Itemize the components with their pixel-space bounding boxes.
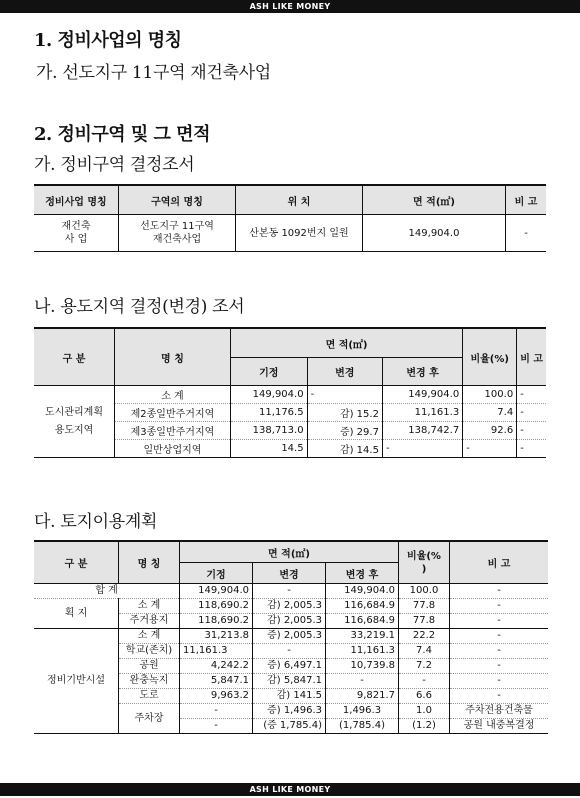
row-existing: - (180, 719, 253, 734)
section-1-title: 1. 정비사업의 명칭 (34, 30, 182, 51)
row-ratio: - (399, 674, 450, 689)
zone-name-line2: 재건축사업 (152, 234, 202, 245)
row-existing: 11,176.5 (230, 404, 307, 422)
row-name: 완충녹지 (119, 674, 180, 689)
row-after: 149,904.0 (382, 386, 462, 404)
row-note: - (450, 644, 549, 659)
project-type-cell (34, 215, 119, 252)
row-change: 감) 2,005.3 (253, 599, 326, 614)
row-existing: 31,213.8 (180, 629, 253, 644)
section-2-subtitle: 가. 정비구역 결정조서 (34, 155, 195, 175)
infra-label: 정비기반시설 (34, 629, 119, 734)
row-name: 제2종일반주거지역 (115, 404, 231, 422)
top-banner: ASH LIKE MONEY (0, 0, 580, 13)
project-type-line1: 재건축 (61, 221, 91, 232)
area-cell: 149,904.0 (363, 215, 506, 252)
row-ratio: 77.8 (399, 599, 450, 614)
col-note: 비 고 (517, 328, 546, 386)
row-existing: 9,963.2 (180, 689, 253, 704)
table-row (34, 629, 548, 644)
row-note: - (450, 659, 549, 674)
parking-name: 주차장 (119, 704, 180, 734)
row-ratio: (1.2) (399, 719, 450, 734)
table-row (34, 599, 548, 614)
col-note: 비 고 (450, 541, 549, 584)
row-change: - (253, 644, 326, 659)
row-note: - (450, 614, 549, 629)
row-ratio: 100.0 (463, 386, 517, 404)
row-change: - (307, 386, 382, 404)
row-note: 공원 내중복결정 (450, 719, 549, 734)
col-existing: 기정 (180, 563, 253, 584)
row-note: - (450, 629, 549, 644)
col-gubun: 구 분 (34, 328, 115, 386)
row-change: 증) 6,497.1 (253, 659, 326, 674)
col-area: 면 적(㎡) (363, 185, 506, 215)
total-row (34, 584, 548, 599)
group-label-cell (34, 386, 115, 458)
row-ratio: 7.4 (399, 644, 450, 659)
row-change: 감) 5,847.1 (253, 674, 326, 689)
row-note: - (517, 404, 546, 422)
note-cell: - (506, 215, 547, 252)
row-name: 공원 (119, 659, 180, 674)
row-name: 도로 (119, 689, 180, 704)
row-name: 소 계 (115, 386, 231, 404)
section-na-title: 나. 용도지역 결정(변경) 조서 (34, 297, 245, 317)
row-after: 116,684.9 (326, 599, 399, 614)
col-ratio-line2: ) (421, 563, 427, 575)
row-ratio: - (463, 440, 517, 458)
section-1-item: 가. 선도지구 11구역 재건축사업 (36, 63, 271, 83)
row-note: - (450, 599, 549, 614)
col-location: 위 치 (236, 185, 363, 215)
table-header-row (34, 328, 546, 358)
row-change: 감) 2,005.3 (253, 614, 326, 629)
row-after: 33,219.1 (326, 629, 399, 644)
row-note: - (450, 584, 549, 599)
row-note: - (517, 386, 546, 404)
row-existing: 14.5 (230, 440, 307, 458)
row-ratio: 6.6 (399, 689, 450, 704)
row-note: - (517, 422, 546, 440)
table-header-row (34, 185, 546, 215)
table-row (34, 386, 546, 404)
row-after: 11,161.3 (382, 404, 462, 422)
row-change: 감) 141.5 (253, 689, 326, 704)
row-existing: 5,847.1 (180, 674, 253, 689)
row-existing: 4,242.2 (180, 659, 253, 674)
row-ratio: 1.0 (399, 704, 450, 719)
row-after: - (382, 440, 462, 458)
section-2-title: 2. 정비구역 및 그 면적 (34, 124, 210, 145)
col-name: 명 칭 (115, 328, 231, 386)
row-name: 제3종일반주거지역 (115, 422, 231, 440)
col-existing: 기정 (230, 358, 307, 386)
col-change: 변경 (253, 563, 326, 584)
col-zone-name: 구역의 명칭 (119, 185, 236, 215)
zone-name-cell (119, 215, 236, 252)
col-change: 변경 (307, 358, 382, 386)
land-use-plan-table (34, 540, 548, 734)
row-after: 1,496.3 (326, 704, 399, 719)
row-change: 증) 1,496.3 (253, 704, 326, 719)
row-after: 11,161.3 (326, 644, 399, 659)
row-change: - (253, 584, 326, 599)
col-note: 비 고 (506, 185, 547, 215)
row-name: 소 계 (119, 599, 180, 614)
row-existing: 149,904.0 (230, 386, 307, 404)
row-name: 학교(존치) (119, 644, 180, 659)
row-after: (1,785.4) (326, 719, 399, 734)
zone-decision-table (34, 184, 546, 252)
row-ratio: 100.0 (399, 584, 450, 599)
row-change: 감) 15.2 (307, 404, 382, 422)
row-name: 일반상업지역 (115, 440, 231, 458)
row-change: (증 1,785.4) (253, 719, 326, 734)
col-ratio-line1: 비율(% (407, 550, 441, 562)
row-note: - (450, 689, 549, 704)
row-ratio: 22.2 (399, 629, 450, 644)
col-area-group: 면 적(㎡) (230, 328, 462, 358)
project-type-line2: 사 업 (64, 234, 88, 245)
section-da-title: 다. 토지이용계획 (34, 512, 158, 532)
group-label-line1: 도시관리계획 (45, 406, 103, 418)
housing-label: 획 지 (34, 599, 119, 629)
row-change: 증) 29.7 (307, 422, 382, 440)
row-existing: 138,713.0 (230, 422, 307, 440)
col-area-group: 면 적(㎡) (180, 541, 399, 563)
row-change: 감) 14.5 (307, 440, 382, 458)
total-label: 합 계 (34, 584, 180, 599)
table-header-row (34, 541, 548, 563)
row-note: - (450, 674, 549, 689)
row-after: 116,684.9 (326, 614, 399, 629)
row-existing: 118,690.2 (180, 614, 253, 629)
col-project-name: 정비사업 명칭 (34, 185, 119, 215)
col-ratio: 비율(%) (463, 328, 517, 386)
row-note: - (517, 440, 546, 458)
group-label-line2: 용도지역 (54, 424, 94, 436)
col-ratio (399, 541, 450, 584)
row-ratio: 92.6 (463, 422, 517, 440)
row-note: 주차전용건축물 (450, 704, 549, 719)
row-name: 소 계 (119, 629, 180, 644)
row-name: 주거용지 (119, 614, 180, 629)
row-ratio: 77.8 (399, 614, 450, 629)
col-after: 변경 후 (326, 563, 399, 584)
row-ratio: 7.2 (399, 659, 450, 674)
row-after: 138,742.7 (382, 422, 462, 440)
row-after: 9,821.7 (326, 689, 399, 704)
bottom-banner: ASH LIKE MONEY (0, 783, 580, 796)
col-gubun: 구 분 (34, 541, 119, 584)
col-name: 명 칭 (119, 541, 180, 584)
row-after: 149,904.0 (326, 584, 399, 599)
row-after: 10,739.8 (326, 659, 399, 674)
land-use-zone-table (34, 327, 546, 458)
row-change: 증) 2,005.3 (253, 629, 326, 644)
row-existing: - (180, 704, 253, 719)
location-cell: 산본동 1092번지 일원 (236, 215, 363, 252)
table-row (34, 215, 546, 252)
row-existing: 118,690.2 (180, 599, 253, 614)
row-ratio: 7.4 (463, 404, 517, 422)
row-after: - (326, 674, 399, 689)
row-existing: 149,904.0 (180, 584, 253, 599)
row-existing: 11,161.3 (180, 644, 253, 659)
zone-name-line1: 선도지구 11구역 (140, 221, 214, 232)
col-after: 변경 후 (382, 358, 462, 386)
